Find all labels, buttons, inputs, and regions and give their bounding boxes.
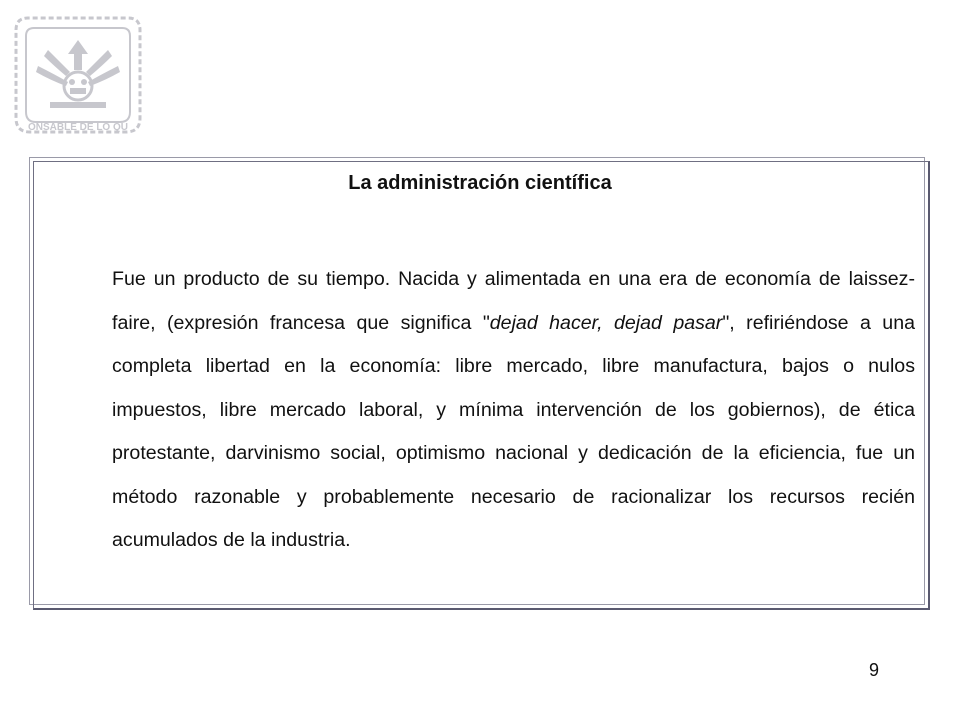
- body-paragraph: [112, 258, 915, 563]
- slide-title: La administración científica: [348, 172, 612, 194]
- seal-legend: ONSABLE DE LO QU: [27, 122, 129, 133]
- page-number: 9: [868, 660, 879, 680]
- paragraph-text-1: Fue un producto de su tiempo. Nacida y alimentada en una era de economía de laissez-faire, (expresión francesa que significa ": [112, 268, 915, 334]
- paragraph-italic-phrase: dejad hacer, dejad pasar: [489, 311, 723, 334]
- institution-seal-icon: [8, 10, 148, 140]
- paragraph-text-2: ", refiriéndose a una completa libertad en la economía: libre mercado, libre manufactura, bajos o nulos impuestos, libre mercado laboral, y mínima intervención de los gobiernos), de ética protestante, darvinismo social, optimismo nacional y dedicación de la eficiencia, fue un método razonable y probablemente necesario de racionalizar los recursos recién acumulados de la industria.: [112, 311, 915, 551]
